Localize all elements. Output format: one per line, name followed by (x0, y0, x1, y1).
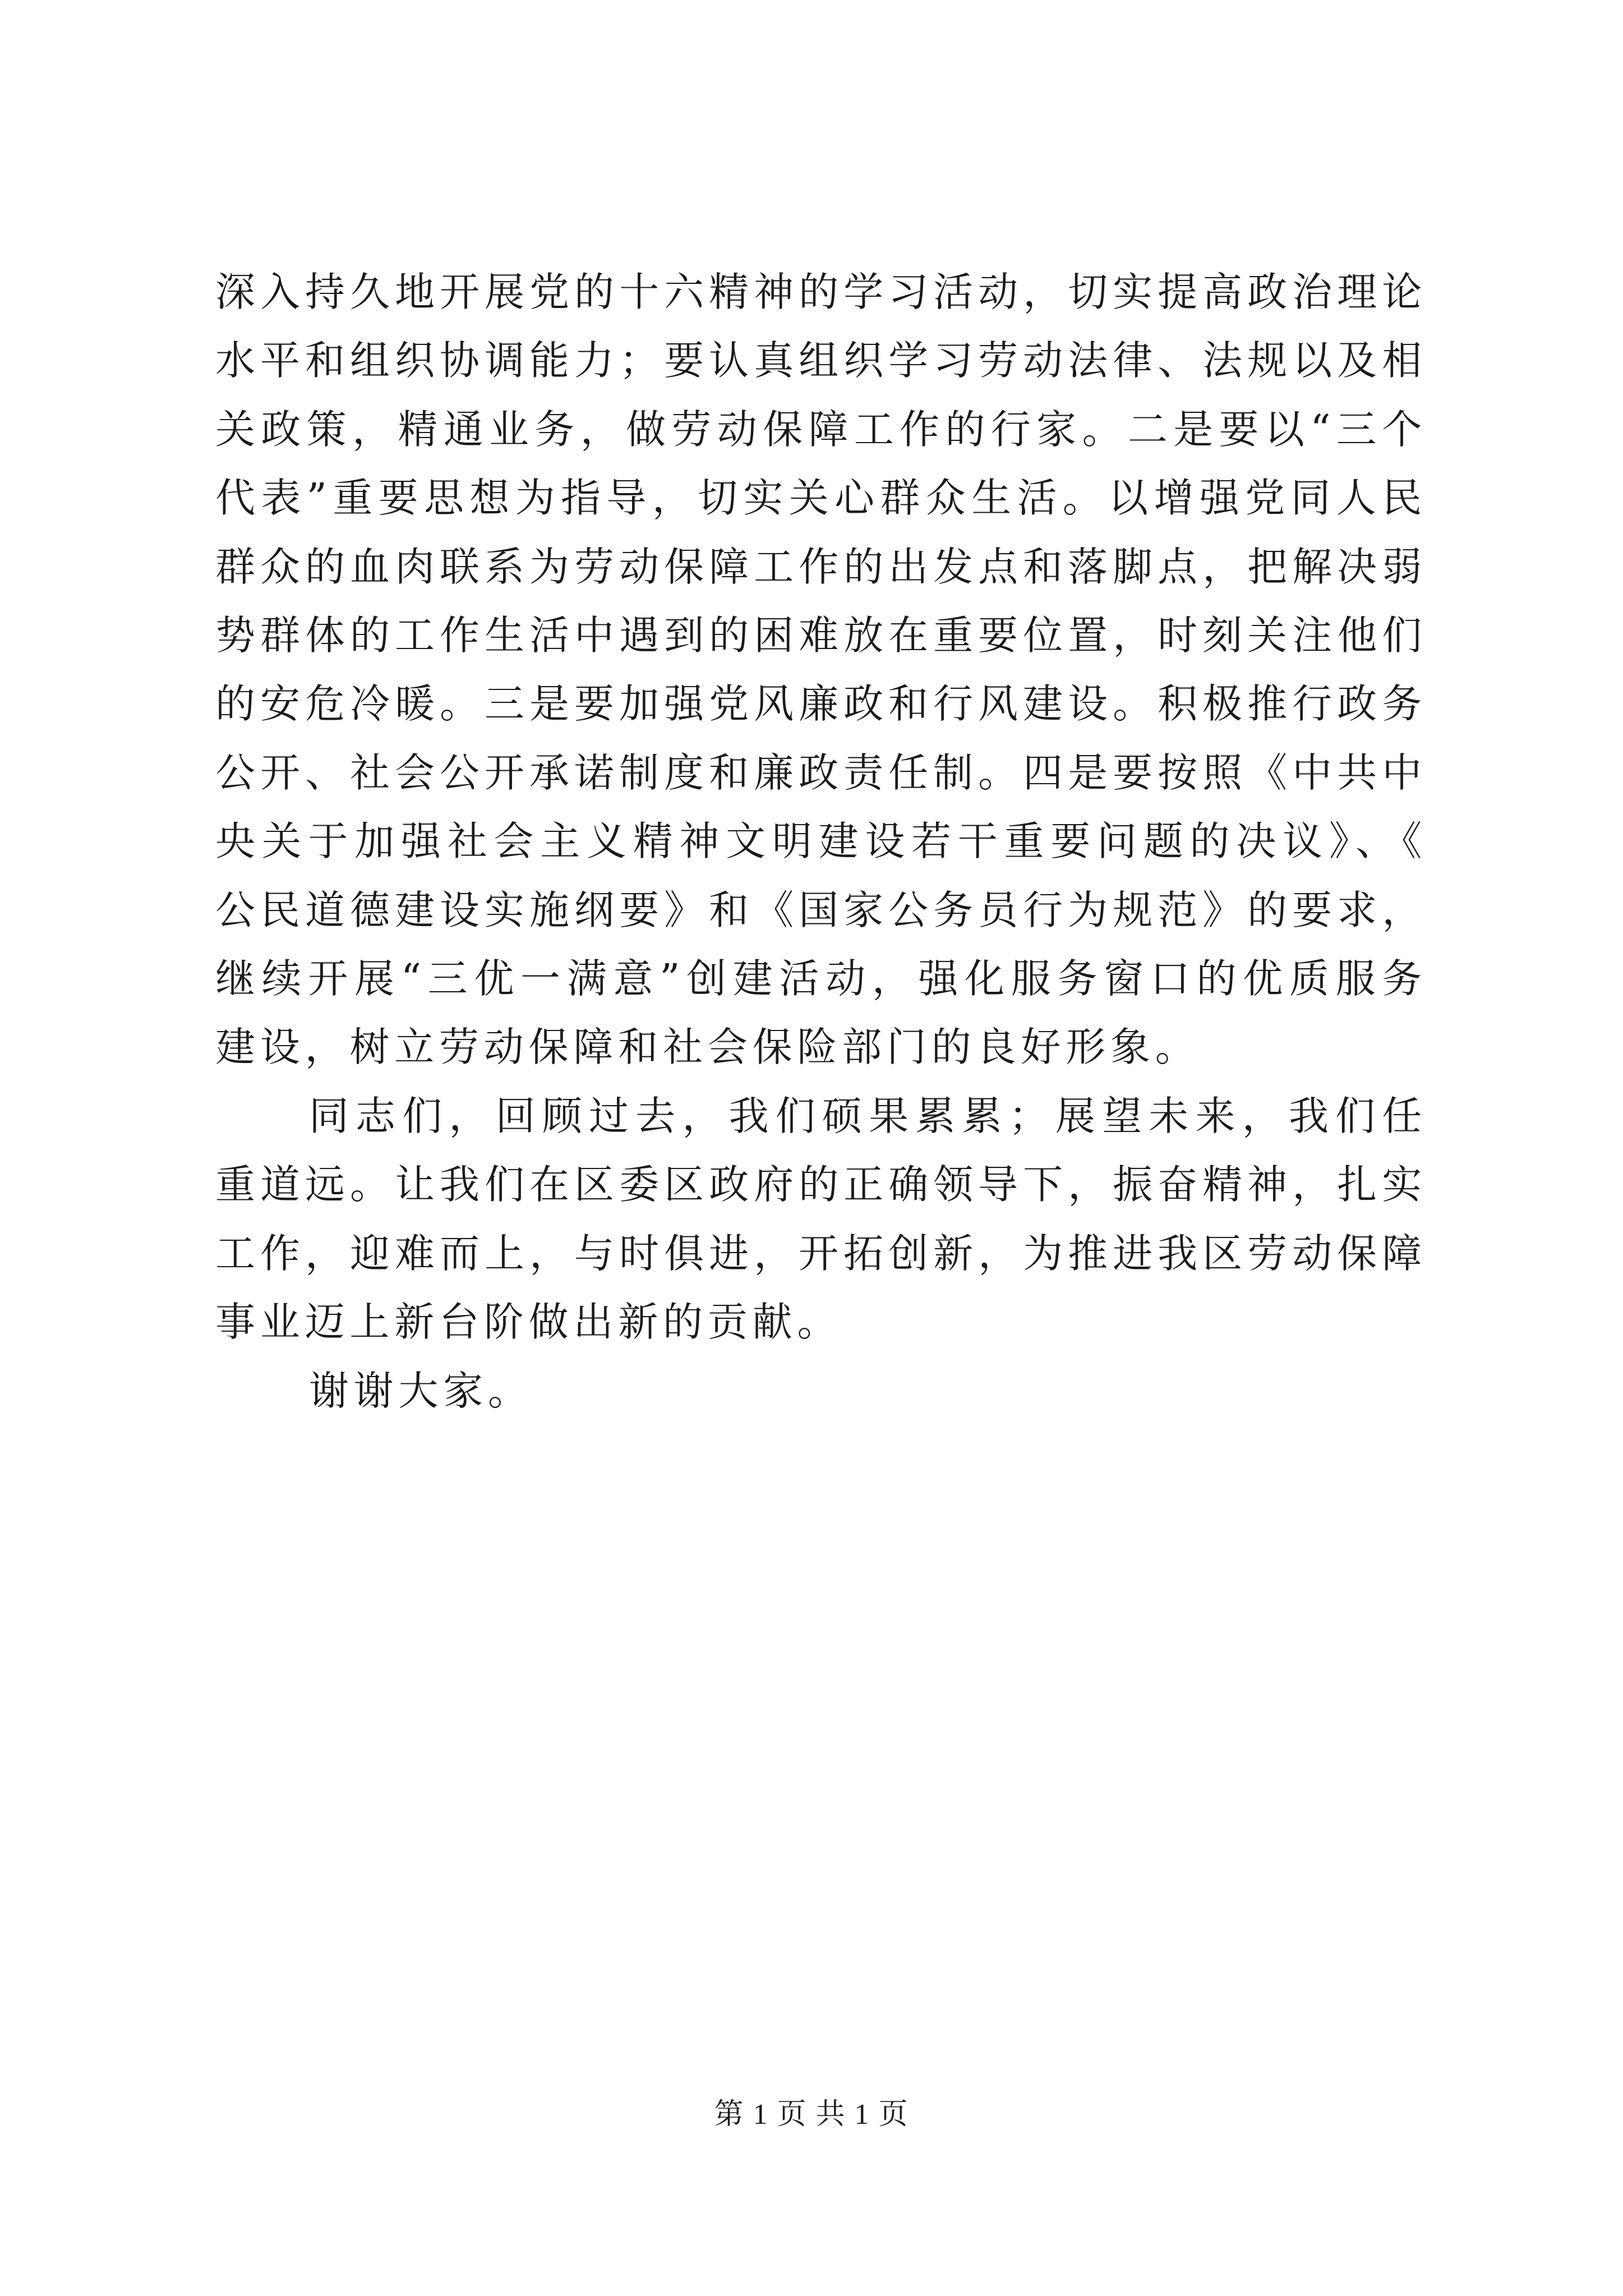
document-body (215, 258, 1427, 1425)
paragraph-thanks: 谢谢大家。 (308, 1367, 533, 1414)
paragraph-continued: 深入持久地开展党的十六精神的学习活动，切实提高政治理论水平和组织协调能力；要认真组织学习劳动法律、法规以及相关政策，精通业务，做劳动保障工作的行家。二是要以“三个代表”重要思想为指导，切实关心群众生活。以增强党同人民群众的血肉联系为劳动保障工作的出发点和落脚点，把解决弱势群体的工作生活中遇到的困难放在重要位置，时刻关注他们的安危冷暖。三是要加强党风廉政和行风建设。积极推行政务公开、社会公开承诺制度和廉政责任制。四是要按照《中共中央关于加强社会主义精神文明建设若干重要问题的决议》、《公民道德建设实施纲要》和《国家公务员行为规范》的要求，继续开展“三优一满意”创建活动，强化服务窗口的优质服务建设，树立劳动保障和社会保险部门的良好形象。 (215, 269, 1427, 1071)
paragraph-closing: 同志们，回顾过去，我们硕果累累；展望未来，我们任重道远。让我们在区委区政府的正确领导下，振奋精神，扎实工作，迎难而上，与时俱进，开拓创新，为推进我区劳动保障事业迈上新台阶做出新的贡献。 (215, 1092, 1427, 1346)
page-footer: 第 1 页 共 1 页 (714, 2099, 909, 2131)
